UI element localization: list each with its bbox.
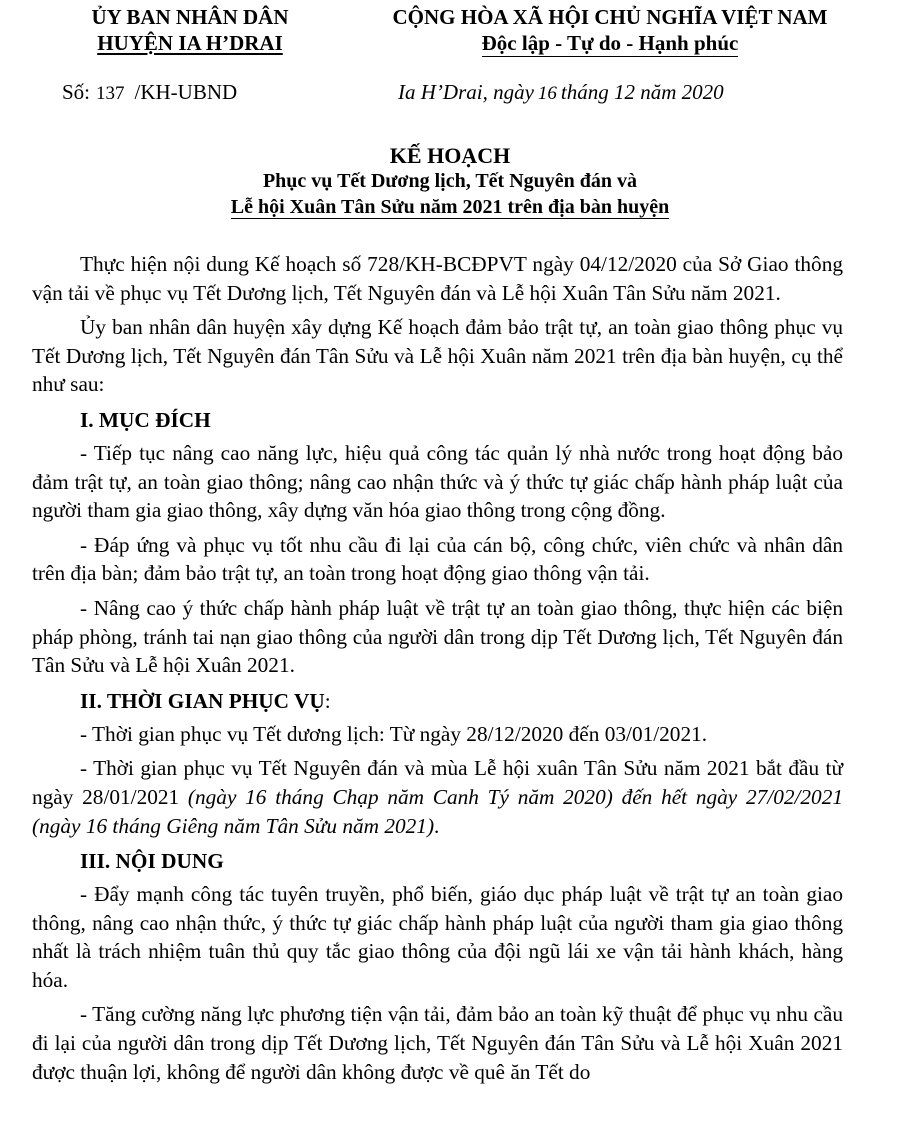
document-number	[62, 80, 237, 105]
service-time-heading-colon: :	[324, 688, 331, 713]
national-heading	[330, 4, 890, 56]
document-body	[32, 250, 843, 1092]
service-time-item-2	[32, 754, 843, 840]
number-suffix: /KH-UBND	[134, 80, 238, 104]
section-heading-purpose: I. MỤC ĐÍCH	[80, 407, 211, 432]
authority-line-2	[50, 30, 330, 56]
purpose-item-2: - Đáp ứng và phục vụ tốt nhu cầu đi lại của cán bộ, công chức, viên chức và nhân dân trên địa bàn; đảm bảo trật tự, an toàn trong hoạt động giao thông vận tải.	[32, 532, 843, 586]
service-time-heading-text: II. THỜI GIAN PHỤC VỤ	[80, 688, 325, 713]
motto-line	[330, 30, 890, 56]
purpose-item-3: - Nâng cao ý thức chấp hành pháp luật về trật tự an toàn giao thông, thực hiện các biện pháp phòng, tránh tai nạn giao thông của người dân trong dịp Tết Dương lịch, Tết Nguyên đán Tân Sửu và Lễ hội Xuân 2021.	[32, 595, 843, 678]
nation-name: CỘNG HÒA XÃ HỘI CHỦ NGHĨA VIỆT NAM	[392, 5, 828, 29]
purpose-item-1: - Tiếp tục nâng cao năng lực, hiệu quả công tác quản lý nhà nước trong hoạt động bảo đảm trật tự, an toàn giao thông; nâng cao nhận thức và ý thức tự giác chấp hành pháp luật của người tham gia giao thông, xây dựng văn hóa giao thông trong cộng đồng.	[32, 440, 843, 523]
date-day: 16	[537, 83, 557, 104]
service-time-item-2-lunar-dates: (ngày 16 tháng Chạp năm Canh Tý năm 2020) đến hết ngày 27/02/2021 (ngày 16 tháng Giêng năm Tân Sửu năm 2021)	[32, 784, 843, 838]
number-prefix: Số:	[62, 80, 91, 104]
authority-line-2-text: HUYỆN IA H’DRAI	[97, 31, 283, 55]
document-subject-line-2-text: Lễ hội Xuân Tân Sửu năm 2021 trên địa bàn huyện	[230, 196, 670, 218]
content-item-1: - Đẩy mạnh công tác tuyên truyền, phổ biến, giáo dục pháp luật về trật tự an toàn giao thông, nâng cao nhận thức, ý thức tự giác chấp hành pháp luật của người tham gia giao thông nhất là trách nhiệm tuân thủ quy tắc giao thông của đội ngũ lái xe vận tải hành khách, hàng hóa.	[32, 882, 843, 992]
document-subject-line-1: Phục vụ Tết Dương lịch, Tết Nguyên đán và	[262, 170, 638, 192]
issuing-authority	[50, 4, 330, 56]
authority-line-1: ỦY BAN NHÂN DÂN	[91, 5, 289, 29]
document-type-title: KẾ HOẠCH	[389, 143, 511, 168]
section-heading-content: III. NỘI DUNG	[80, 849, 224, 874]
section-heading-service-time	[32, 686, 843, 716]
content-item-2: - Tăng cường năng lực phương tiện vận tải, đảm bảo an toàn kỹ thuật để phục vụ nhu cầu đi lại của người dân trong dịp Tết Dương lịch, Tết Nguyên đán Tân Sửu và Lễ hội Xuân 2021 được thuận lợi, không để người dân không được về quê ăn Tết do	[32, 1002, 843, 1084]
number-value: 137	[96, 83, 125, 104]
intro-paragraph-2: Ủy ban nhân dân huyện xây dựng Kế hoạch đảm bảo trật tự, an toàn giao thông phục vụ Tết Dương lịch, Tết Nguyên đán Tân Sửu và Lễ hội Xuân năm 2021 trên địa bàn huyện, cụ thể như sau:	[32, 315, 843, 397]
document-subject-line-2	[0, 196, 900, 219]
date-prefix: Ia H’Drai, ngày	[398, 80, 534, 104]
service-time-item-2-text: - Thời gian phục vụ Tết Nguyên đán và mùa Lễ hội xuân Tân Sửu năm 2021 bắt đầu từ ngày 28/01/2021	[32, 756, 843, 809]
document-date	[398, 80, 724, 105]
motto: Độc lập - Tự do - Hạnh phúc	[481, 31, 739, 55]
service-time-item-2-end: .	[434, 813, 440, 838]
intro-paragraph-1: Thực hiện nội dung Kế hoạch số 728/KH-BCĐPVT ngày 04/12/2020 của Sở Giao thông vận tải về phục vụ Tết Dương lịch, Tết Nguyên đán và Lễ hội Xuân Tân Sửu năm 2021.	[32, 252, 843, 305]
date-suffix: tháng 12 năm 2020	[560, 80, 724, 104]
service-time-item-1: - Thời gian phục vụ Tết dương lịch: Từ ngày 28/12/2020 đến 03/01/2021.	[80, 721, 708, 746]
